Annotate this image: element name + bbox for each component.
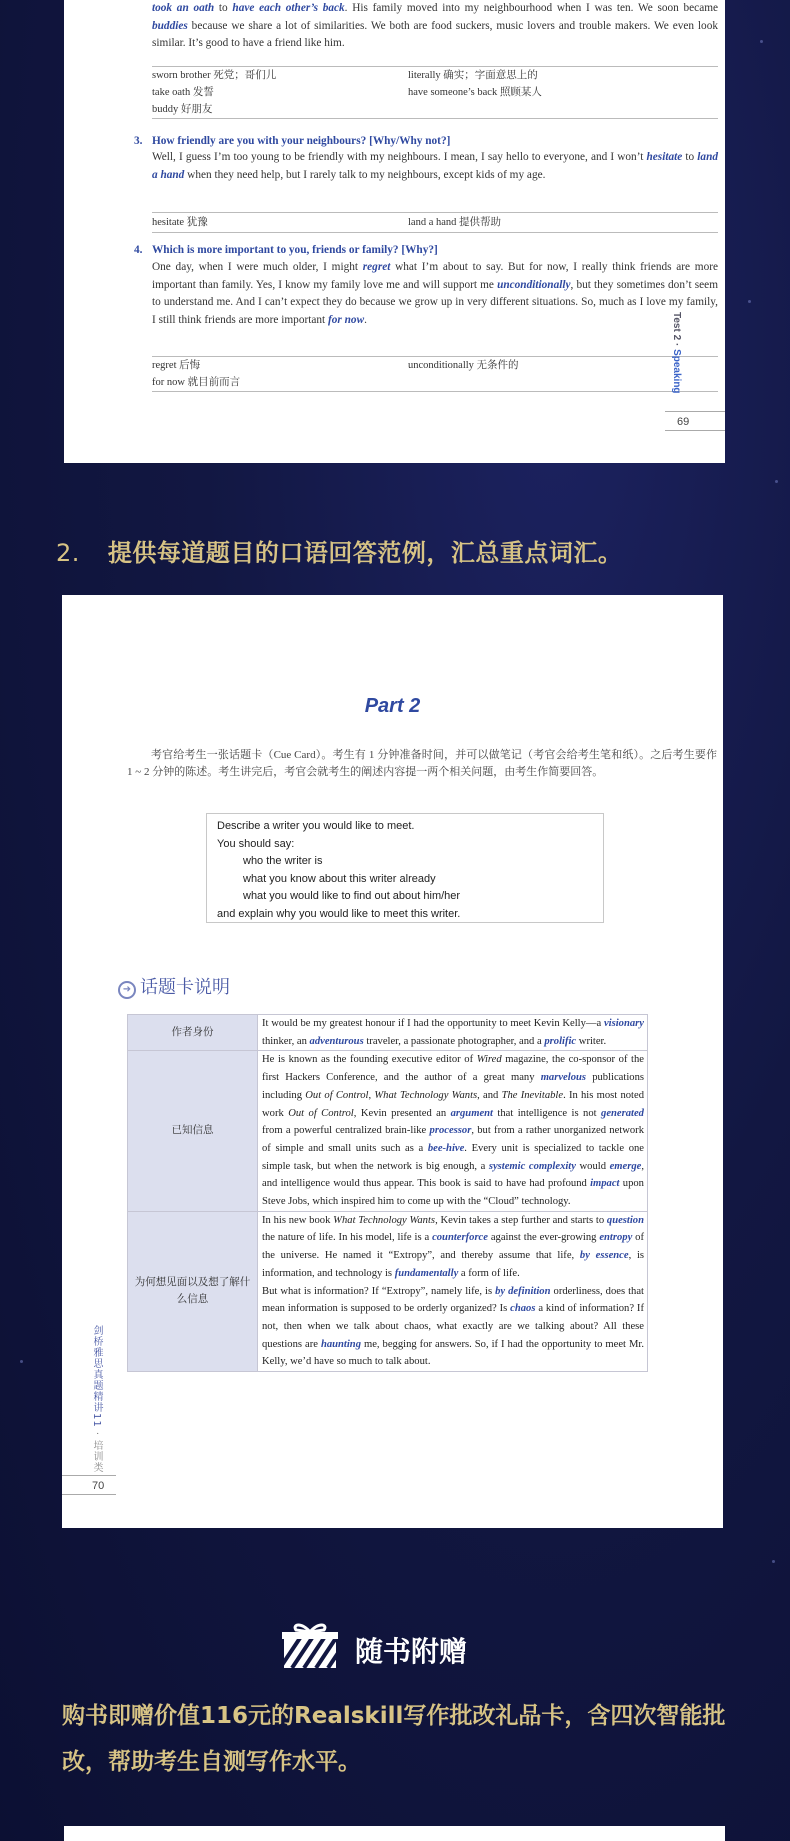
vocab-item: for now 就目前而言 (152, 377, 241, 388)
answer-4-text: One day, when I were much older, I might regret what I’m about to say. But for now, I really think friends are more important than family. Yes, I know my family love me and will support me unconditionally, but they sometimes don’t seem to understand me. And I can’t expect they do because we grow up in very different situations. So, much as I love my family, I still think friends are more important for now. (152, 261, 718, 326)
cue-card-line: what you know about this writer already (243, 872, 436, 885)
question-number: 3. (134, 135, 143, 147)
vocab-item: buddy 好朋友 (152, 104, 213, 115)
star-decoration (775, 480, 778, 483)
star-decoration (20, 1360, 23, 1363)
topic-card-heading (118, 973, 230, 999)
feature-text: 提供每道题目的口语回答范例，汇总重点词汇。 (107, 539, 623, 567)
answer-3-text: Well, I guess I’m too young to be friendly with my neighbours. I mean, I say hello to everyone, and I won’t hesitate to land a hand when they need help, but I rarely talk to my neighbours, except kids of my age. (152, 151, 718, 181)
question-text: Which is more important to you, friends or family? [Why?] (152, 244, 438, 256)
page-title: Part 2 (364, 695, 421, 717)
topic-card-heading-text: 话题卡说明 (140, 977, 230, 998)
book-page-69 (64, 0, 725, 463)
table-row (128, 1051, 648, 1211)
book-type: 培训类 (91, 1440, 102, 1474)
question-number: 4. (134, 244, 143, 256)
row-label: 已知信息 (128, 1051, 258, 1211)
book-side-title (90, 1325, 104, 1473)
side-tab-test: Test 2 (671, 312, 682, 341)
vocab-box-4 (152, 356, 718, 392)
table-row (128, 1015, 648, 1051)
gift-box-icon (280, 1622, 340, 1670)
next-page-edge (64, 1826, 725, 1841)
row-content: It would be my greatest honour if I had the opportunity to meet Kevin Kelly—a visionary thinker, an adventurous traveler, a passionate photographer, and a prolific writer. (258, 1015, 648, 1051)
cue-card-line: and explain why you would like to meet this writer. (217, 907, 461, 920)
row-content: He is known as the founding executive editor of Wired magazine, the co-sponsor of the first Hackers Conference, and the author of a great many marvelous publications including Out of Control, What Technology Wants, and The Inevitable. In his most noted work Out of Control, Kevin presented an argument that intelligence is not generated from a powerful centralized brain-like processor, but from a rather unorganized network of simple and small units such as a bee-hive. Every unit is specialized to tackle one simple task, but when the network is big enough, a systemic complexity would emerge, and intelligence would thus appear. This book is said to have had profound impact upon Steve Jobs, which inspired him to come up with the “Cloud” technology. (258, 1051, 648, 1211)
cue-card (206, 813, 604, 923)
book-title: 剑桥雅思真题精讲11 (91, 1325, 102, 1428)
topic-info-table (127, 1014, 648, 1372)
row-label: 作者身份 (128, 1015, 258, 1051)
vocab-item: literally 确实；字面意思上的 (408, 70, 538, 81)
question-text: How friendly are you with your neighbours? [Why/Why not?] (152, 135, 451, 147)
cue-card-line: who the writer is (243, 855, 323, 868)
page-number: 70 (62, 1475, 116, 1495)
cue-card-line: You should say: (217, 837, 295, 850)
cue-card-line: Describe a writer you would like to meet. (217, 820, 415, 832)
vocab-item: have someone’s back 照顾某人 (408, 87, 542, 98)
vocab-box-3 (152, 212, 718, 233)
feature-number: 2. (56, 539, 80, 567)
page-number: 69 (665, 411, 725, 431)
question-4 (134, 242, 724, 259)
row-content: In his new book What Technology Wants, Kevin takes a step further and starts to question the nature of life. In his model, life is a counterforce against the ever-growing entropy of the universe. He named it “Extropy”, and thereby assume that life, by essence, is information, and technology is fundamentally a form of life. But what is information? If “Extropy”, namely life, is by definition orderliness, does that mean information is supposed to be orderly organized? Is chaos a kind of information? If not, then when we talk about chaos, what exactly are we talking about? All these questions are haunting me, begging for answers. So, if I had the opportunity to meet Mr. Kelly, we’d have so much to talk about. (258, 1211, 648, 1371)
side-tab-dot: · (671, 342, 682, 347)
gift-title: 随书附赠 (355, 1635, 468, 1668)
vocab-box-2 (152, 66, 718, 119)
row-label: 为何想见面以及想了解什么信息 (128, 1211, 258, 1371)
star-decoration (772, 1560, 775, 1563)
star-decoration (748, 300, 751, 303)
gift-description: 购书即赠价值116元的Realskill写作批改礼品卡，含四次智能批改，帮助考生自测写作水平。 (62, 1703, 726, 1775)
vocab-item: take oath 发誓 (152, 87, 214, 98)
cue-card-line: what you would like to find out about him/her (243, 890, 461, 903)
book-page-70 (62, 595, 723, 1528)
section-side-tab (668, 312, 682, 408)
vocab-item: sworn brother 死党；哥们儿 (152, 70, 277, 81)
star-decoration (760, 40, 763, 43)
vocab-item: land a hand 提供帮助 (408, 217, 502, 228)
vocab-item: unconditionally 无条件的 (408, 360, 519, 371)
answer-2-text: took an oath to have each other’s back. His family moved into my neighbourhood when I was ten. We soon became buddies because we share a lot of similarities. We both are food suckers, music lovers and trouble makers. We even look similar. It’s good to have a friend like him. (152, 2, 719, 50)
question-3 (134, 133, 724, 150)
vocab-item: regret 后悔 (152, 360, 201, 371)
book-title-dot: · (91, 1431, 102, 1437)
feature-heading-2 (56, 533, 622, 568)
vocab-item: hesitate 犹豫 (152, 217, 208, 228)
gift-header (280, 1622, 520, 1674)
table-row (128, 1211, 648, 1371)
part-intro: 考官给考生一张话题卡（Cue Card）。考生有 1 分钟准备时间，并可以做笔记（考官会给考生笔和纸）。之后考生要作 1 ~ 2 分钟的陈述。考生讲完后，考官会就考生的阐述内容提一两个相关问题，由考生作简要回答。 (127, 749, 717, 779)
arrow-circle-icon: ➜ (118, 981, 136, 999)
side-tab-section: Speaking (671, 349, 682, 394)
